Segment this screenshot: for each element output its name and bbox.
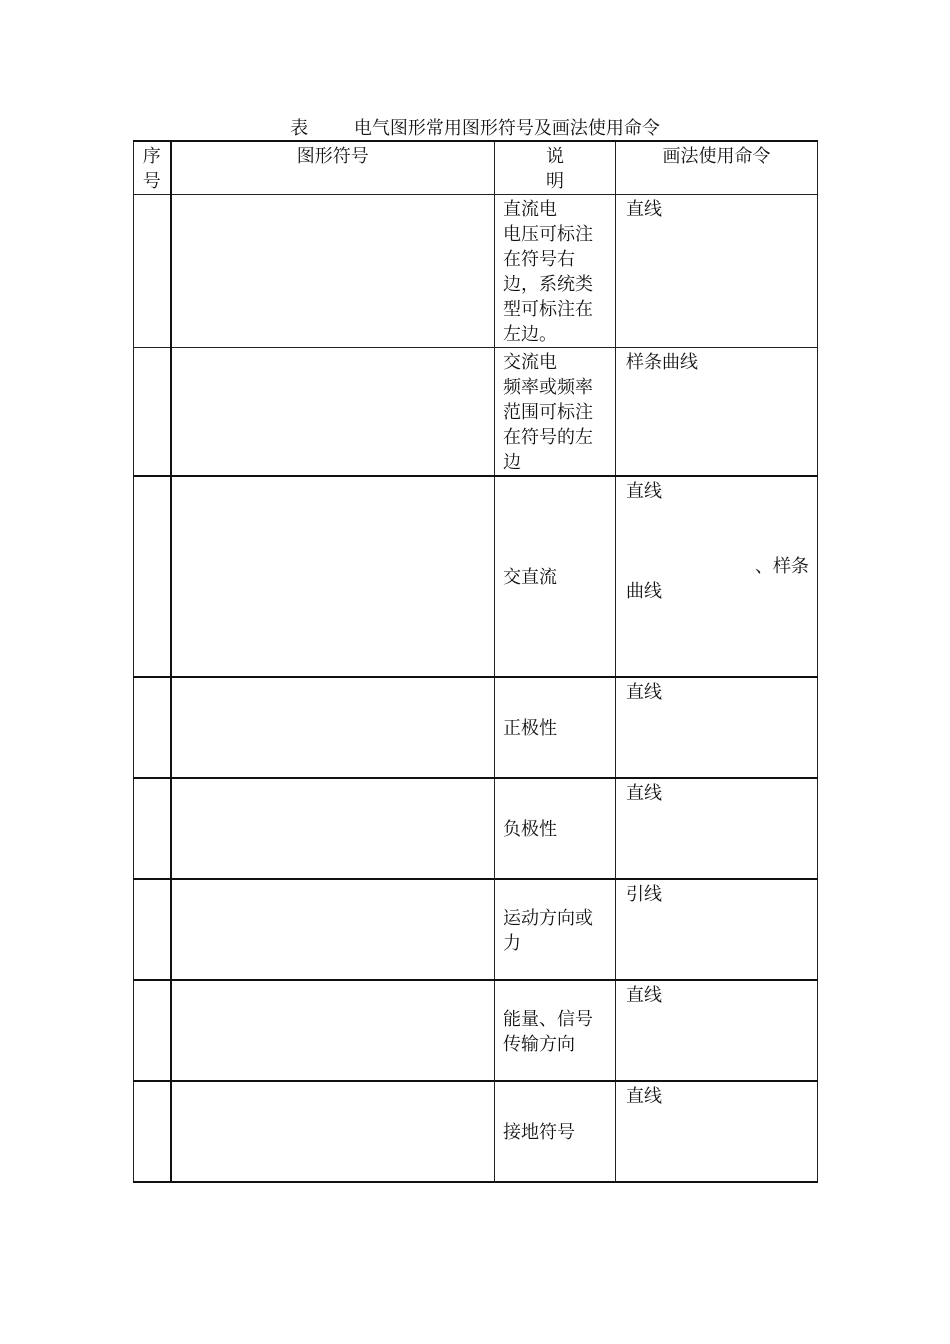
table-row bbox=[134, 1081, 818, 1182]
row-seq-cell bbox=[134, 195, 171, 348]
table-row bbox=[134, 348, 818, 477]
row-cmd-cell: 引线 bbox=[616, 879, 818, 980]
table-header-row bbox=[134, 141, 818, 195]
row-desc-cell: 正极性 bbox=[495, 677, 616, 778]
header-symbol: 图形符号 bbox=[171, 141, 495, 195]
header-desc bbox=[495, 141, 616, 195]
row-desc-cell: 负极性 bbox=[495, 778, 616, 879]
row-cmd-cell: 直线 bbox=[616, 980, 818, 1081]
row-desc-cell: 交直流 bbox=[495, 476, 616, 677]
row-cmd-cell: 直线 bbox=[616, 1081, 818, 1182]
row-cmd-suffix2: 曲线 bbox=[626, 581, 662, 602]
row-cmd-cell: 直线 bbox=[616, 778, 818, 879]
row-cmd-cell: 直线 bbox=[616, 677, 818, 778]
symbol-table bbox=[133, 140, 817, 1183]
table-row bbox=[134, 677, 818, 778]
table-row bbox=[134, 476, 818, 677]
header-desc-line1: 说 bbox=[546, 146, 564, 167]
row-symbol-cell bbox=[171, 677, 495, 778]
table-row bbox=[134, 195, 818, 348]
row-symbol-cell bbox=[171, 980, 495, 1081]
row-cmd-cell: 样条曲线 bbox=[616, 348, 818, 477]
row-symbol-cell bbox=[171, 879, 495, 980]
row-symbol-cell bbox=[171, 195, 495, 348]
row-desc-cell: 能量、信号传输方向 bbox=[495, 980, 616, 1081]
row-seq-cell bbox=[134, 677, 171, 778]
row-symbol-cell bbox=[171, 778, 495, 879]
row-seq-cell bbox=[134, 1081, 171, 1182]
header-seq: 序 号 bbox=[134, 141, 171, 195]
row-desc-cell: 直流电 电压可标注在符号右边，系统类型可标注在左边。 bbox=[495, 195, 616, 348]
row-desc-cell: 运动方向或力 bbox=[495, 879, 616, 980]
table-row bbox=[134, 980, 818, 1081]
row-seq-cell bbox=[134, 476, 171, 677]
row-seq-cell bbox=[134, 348, 171, 477]
row-seq-cell bbox=[134, 778, 171, 879]
header-cmd: 画法使用命令 bbox=[616, 141, 818, 195]
row-desc-cell: 交流电 频率或频率范围可标注在符号的左边 bbox=[495, 348, 616, 477]
row-symbol-cell bbox=[171, 348, 495, 477]
row-cmd-cell: 直线 bbox=[616, 195, 818, 348]
row-cmd-suffix: 、样条 bbox=[755, 556, 809, 577]
table-title: 表 电气图形常用图形符号及画法使用命令 bbox=[290, 118, 660, 139]
row-cmd-text: 直线 bbox=[626, 481, 662, 502]
row-symbol-cell bbox=[171, 1081, 495, 1182]
table-row bbox=[134, 879, 818, 980]
row-seq-cell bbox=[134, 879, 171, 980]
row-seq-cell bbox=[134, 980, 171, 1081]
table-row bbox=[134, 778, 818, 879]
header-desc-line2: 明 bbox=[546, 171, 564, 192]
row-desc-cell: 接地符号 bbox=[495, 1081, 616, 1182]
row-cmd-cell bbox=[616, 476, 818, 677]
row-symbol-cell bbox=[171, 476, 495, 677]
